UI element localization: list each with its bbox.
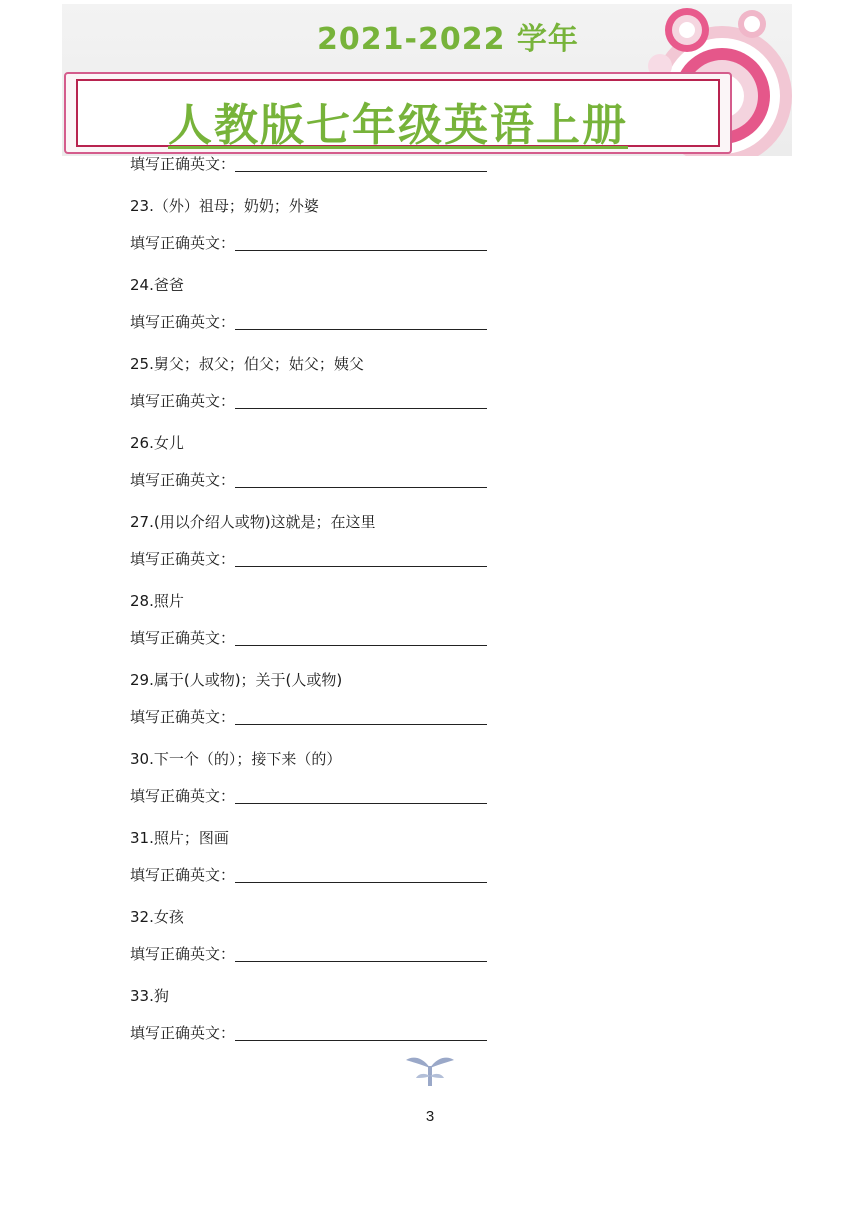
answer-row: [130, 470, 690, 490]
title-frame-inner: [76, 79, 720, 151]
page-number: 3: [425, 1108, 435, 1125]
question-prompt: 25.舅父；叔父；伯父；姑父；姨父: [130, 355, 364, 373]
title-frame: [64, 72, 732, 154]
answer-blank[interactable]: [235, 868, 487, 883]
question-prompt: 26.女儿: [130, 434, 184, 452]
answer-blank[interactable]: [235, 394, 487, 409]
answer-label: 填写正确英文：: [130, 945, 236, 963]
main-title: 人教版七年级英语上册: [168, 100, 628, 151]
question-prompt: 27.(用以介绍人或物)这就是；在这里: [130, 513, 376, 531]
answer-row: [130, 944, 690, 964]
question-prompt: 30.下一个（的）；接下来（的）: [130, 750, 342, 768]
answer-blank[interactable]: [235, 789, 487, 804]
answer-blank[interactable]: [235, 236, 487, 251]
answer-label: 填写正确英文：: [130, 629, 236, 647]
answer-label: 填写正确英文：: [130, 1024, 236, 1042]
answer-row: [130, 628, 690, 648]
answer-label: 填写正确英文：: [130, 471, 236, 489]
answer-row: [130, 312, 690, 332]
answer-row: [130, 707, 690, 727]
answer-row: [130, 865, 690, 885]
answer-label: 填写正确英文：: [130, 787, 236, 805]
year-title: 2021-2022 学年: [317, 22, 579, 57]
answer-row: [130, 233, 690, 253]
answer-row: [130, 786, 690, 806]
answer-label: 填写正确英文：: [130, 155, 236, 173]
answer-blank[interactable]: [235, 631, 487, 646]
answer-blank[interactable]: [235, 473, 487, 488]
answer-label: 填写正确英文：: [130, 313, 236, 331]
answer-blank[interactable]: [235, 157, 487, 172]
question-prompt: 28.照片: [130, 592, 184, 610]
answer-label: 填写正确英文：: [130, 392, 236, 410]
question-prompt: 29.属于(人或物)；关于(人或物): [130, 671, 343, 689]
answer-label: 填写正确英文：: [130, 550, 236, 568]
header-banner: [62, 4, 792, 156]
question-prompt: 32.女孩: [130, 908, 184, 926]
answer-blank[interactable]: [235, 710, 487, 725]
question-prompt: 33.狗: [130, 987, 169, 1005]
question-prompt: 24.爸爸: [130, 276, 184, 294]
answer-row: [130, 1023, 690, 1043]
answer-blank[interactable]: [235, 552, 487, 567]
answer-blank[interactable]: [235, 1026, 487, 1041]
answer-label: 填写正确英文：: [130, 708, 236, 726]
answer-label: 填写正确英文：: [130, 866, 236, 884]
answer-row: [130, 391, 690, 411]
answer-blank[interactable]: [235, 947, 487, 962]
answer-label: 填写正确英文：: [130, 234, 236, 252]
answer-row: [130, 549, 690, 569]
question-prompt: 23.（外）祖母；奶奶；外婆: [130, 197, 319, 215]
question-prompt: 31.照片；图画: [130, 829, 229, 847]
sprout-ornament-icon: [404, 1052, 456, 1088]
answer-blank[interactable]: [235, 315, 487, 330]
answer-row: [130, 154, 690, 174]
